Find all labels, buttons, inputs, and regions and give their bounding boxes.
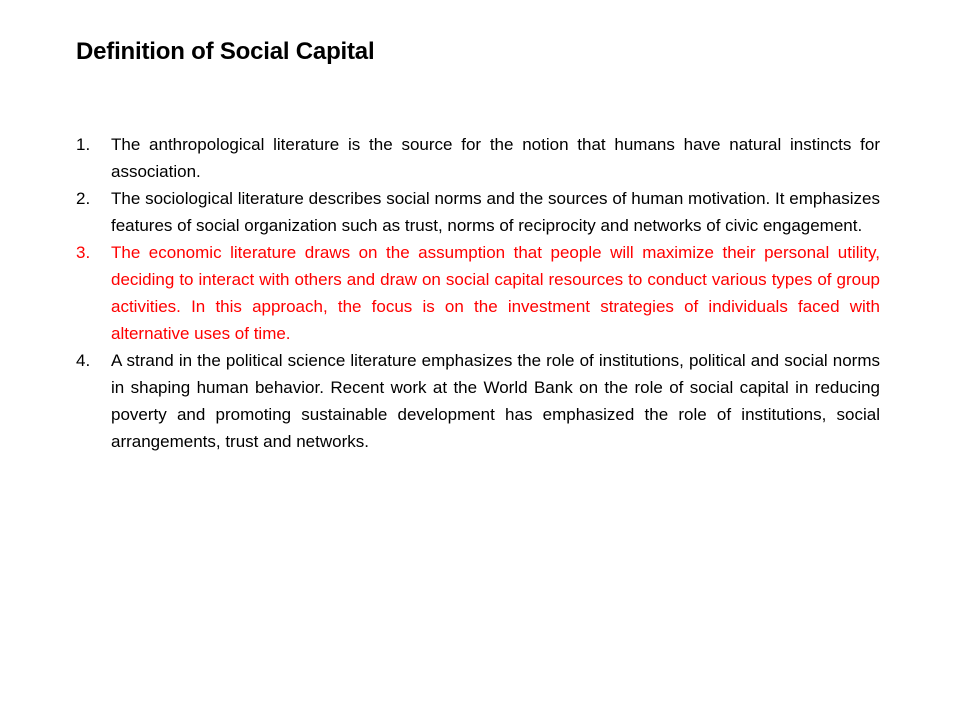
list-item bbox=[76, 347, 880, 455]
list-item-text: The sociological literature describes social norms and the sources of human motivation. It emphasizes features of social organization such as trust, norms of reciprocity and networks of civic engagement. bbox=[111, 189, 880, 235]
slide-title: Definition of Social Capital bbox=[76, 38, 375, 65]
definition-list bbox=[76, 131, 880, 455]
list-item bbox=[76, 131, 880, 185]
list-item-number: 4. bbox=[76, 351, 91, 370]
list-item-text: The economic literature draws on the assumption that people will maximize their personal utility, deciding to interact with others and draw on social capital resources to conduct various types of group activities. In this approach, the focus is on the investment strategies of individuals faced with alternative uses of time. bbox=[111, 243, 880, 343]
list-item bbox=[76, 185, 880, 239]
list-item-number: 3. bbox=[76, 243, 91, 262]
list-item-text: A strand in the political science literature emphasizes the role of institutions, political and social norms in shaping human behavior. Recent work at the World Bank on the role of social capital in reducing poverty and promoting sustainable development has emphasized the role of institutions, social arrangements, trust and networks. bbox=[111, 351, 880, 451]
list-item-highlighted bbox=[76, 239, 880, 347]
list-item-text: The anthropological literature is the source for the notion that humans have natural instincts for association. bbox=[111, 135, 880, 181]
list-item-number: 2. bbox=[76, 189, 91, 208]
list-item-number: 1. bbox=[76, 135, 91, 154]
